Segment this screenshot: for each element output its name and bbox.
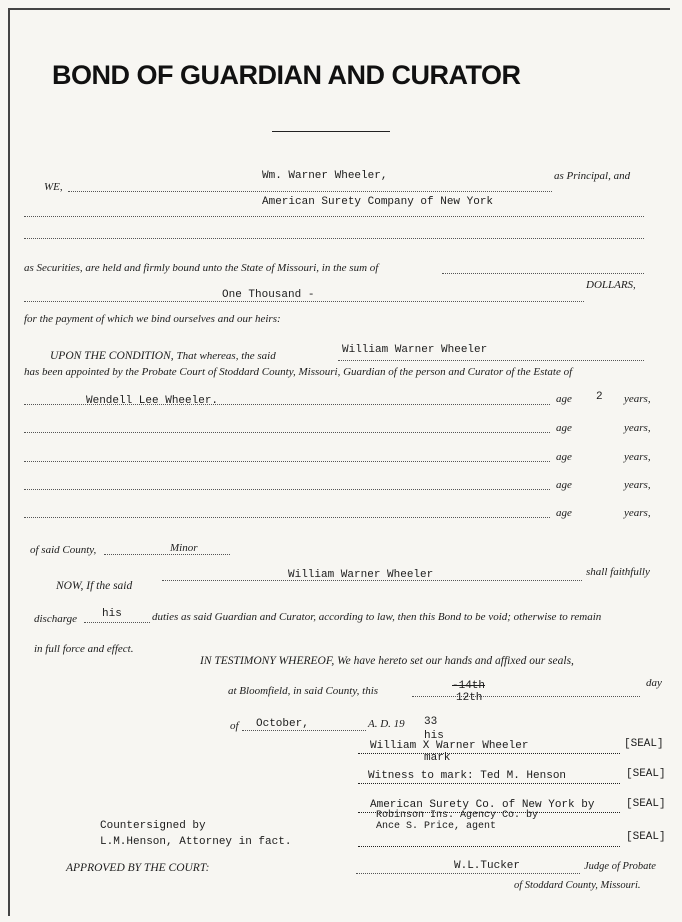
signature-line-4	[358, 846, 620, 847]
of-label: of	[230, 720, 239, 732]
seal-3: [SEAL]	[626, 798, 666, 810]
year-value: 33	[424, 716, 438, 728]
sig-his: his	[424, 730, 444, 742]
years-label-1: years,	[624, 393, 651, 405]
surety-sig-line1: American Surety Co. of New York by	[370, 799, 595, 811]
surety-line	[24, 216, 644, 217]
surety-sig-line3: Ance S. Price, agent	[376, 821, 497, 832]
seal-4: [SEAL]	[626, 831, 666, 843]
month-line	[242, 730, 366, 731]
ad-label: A. D. 19	[368, 718, 405, 730]
principal-name: Wm. Warner Wheeler,	[262, 170, 388, 182]
judge-county: of Stoddard County, Missouri.	[514, 880, 641, 891]
shall-label: shall faithfully	[586, 566, 650, 578]
blank-line-1	[24, 238, 644, 239]
guardian-name: William Warner Wheeler	[342, 344, 488, 356]
securities-text: as Securities, are held and firmly bound unto the State of Missouri, in the sum of	[24, 262, 379, 274]
seal-1: [SEAL]	[624, 738, 664, 750]
as-principal-label: as Principal, and	[554, 170, 631, 182]
sum-line	[442, 273, 644, 274]
age-label-2: age	[556, 422, 572, 434]
amount-line	[24, 301, 584, 302]
minor-line-2	[24, 432, 550, 433]
condition-label: UPON THE CONDITION,	[50, 350, 174, 362]
minor-name-1: Wendell Lee Wheeler.	[86, 395, 219, 407]
sig-mark: mark	[424, 752, 451, 764]
seal-2: [SEAL]	[626, 768, 666, 780]
day-label: day	[646, 677, 662, 689]
day-line	[412, 696, 640, 697]
discharge-label: discharge	[34, 613, 77, 625]
day-value: 12th	[456, 692, 483, 704]
bloomfield-text: at Bloomfield, in said County, this	[228, 685, 379, 697]
appointed-text: has been appointed by the Probate Court of Stoddard County, Missouri, Guardian of the person and Curator of the Estate of	[24, 366, 573, 378]
condition-block	[50, 350, 276, 362]
judge-line	[356, 873, 580, 874]
years-label-4: years,	[624, 479, 651, 491]
age-label-4: age	[556, 479, 572, 491]
minor-age-1: 2	[596, 391, 603, 403]
age-label-5: age	[556, 507, 572, 519]
month-value: October,	[256, 718, 309, 730]
age-label-3: age	[556, 451, 572, 463]
signature-line-2	[358, 783, 620, 784]
years-label-3: years,	[624, 451, 651, 463]
signature-line-1	[358, 753, 620, 754]
in-force-text: in full force and effect.	[34, 643, 134, 655]
years-label-5: years,	[624, 507, 651, 519]
guardian-name-line	[338, 360, 644, 361]
testimony-text: IN TESTIMONY WHEREOF, We have hereto set our hands and affixed our seals,	[200, 655, 574, 667]
signature-name: William X Warner Wheeler	[370, 740, 529, 752]
now-label: NOW, If the said	[56, 580, 133, 592]
county-label: of said County,	[30, 544, 97, 556]
minor-line-5	[24, 517, 550, 518]
approved-label: APPROVED BY THE COURT:	[66, 862, 210, 874]
surety-sig-line2: Robinson Ins. Agency Co. by	[376, 810, 539, 821]
minor-line-4	[24, 489, 550, 490]
document-title: BOND OF GUARDIAN AND CURATOR	[52, 60, 521, 90]
pronoun-value: his	[102, 608, 122, 620]
countersigned-line2: L.M.Henson, Attorney in fact.	[100, 836, 292, 848]
minor-label: Minor	[170, 542, 198, 554]
witness-text: Witness to mark: Ted M. Henson	[368, 770, 567, 782]
age-label-1: age	[556, 393, 572, 405]
surety-name: American Surety Company of New York	[262, 196, 494, 208]
principal-line	[68, 191, 552, 192]
dollars-label: DOLLARS,	[586, 279, 636, 291]
minor-word-line	[104, 554, 230, 555]
payment-text: for the payment of which we bind ourselves and our heirs:	[24, 313, 281, 325]
title-underline	[272, 131, 390, 132]
duties-text: duties as said Guardian and Curator, according to law, then this Bond to be void; otherwise to remain	[152, 611, 602, 623]
now-name: William Warner Wheeler	[288, 569, 434, 581]
countersigned-line1: Countersigned by	[100, 820, 206, 832]
amount-value: One Thousand -	[222, 289, 315, 301]
we-label: WE,	[44, 181, 63, 193]
signature-line-3	[358, 812, 620, 813]
judge-name: W.L.Tucker	[454, 860, 521, 872]
judge-title: Judge of Probate	[584, 861, 656, 872]
years-label-2: years,	[624, 422, 651, 434]
minor-line-3	[24, 461, 550, 462]
condition-text: That whereas, the said	[176, 350, 276, 362]
day-struck: -14th	[452, 680, 486, 692]
pronoun-line	[84, 622, 150, 623]
